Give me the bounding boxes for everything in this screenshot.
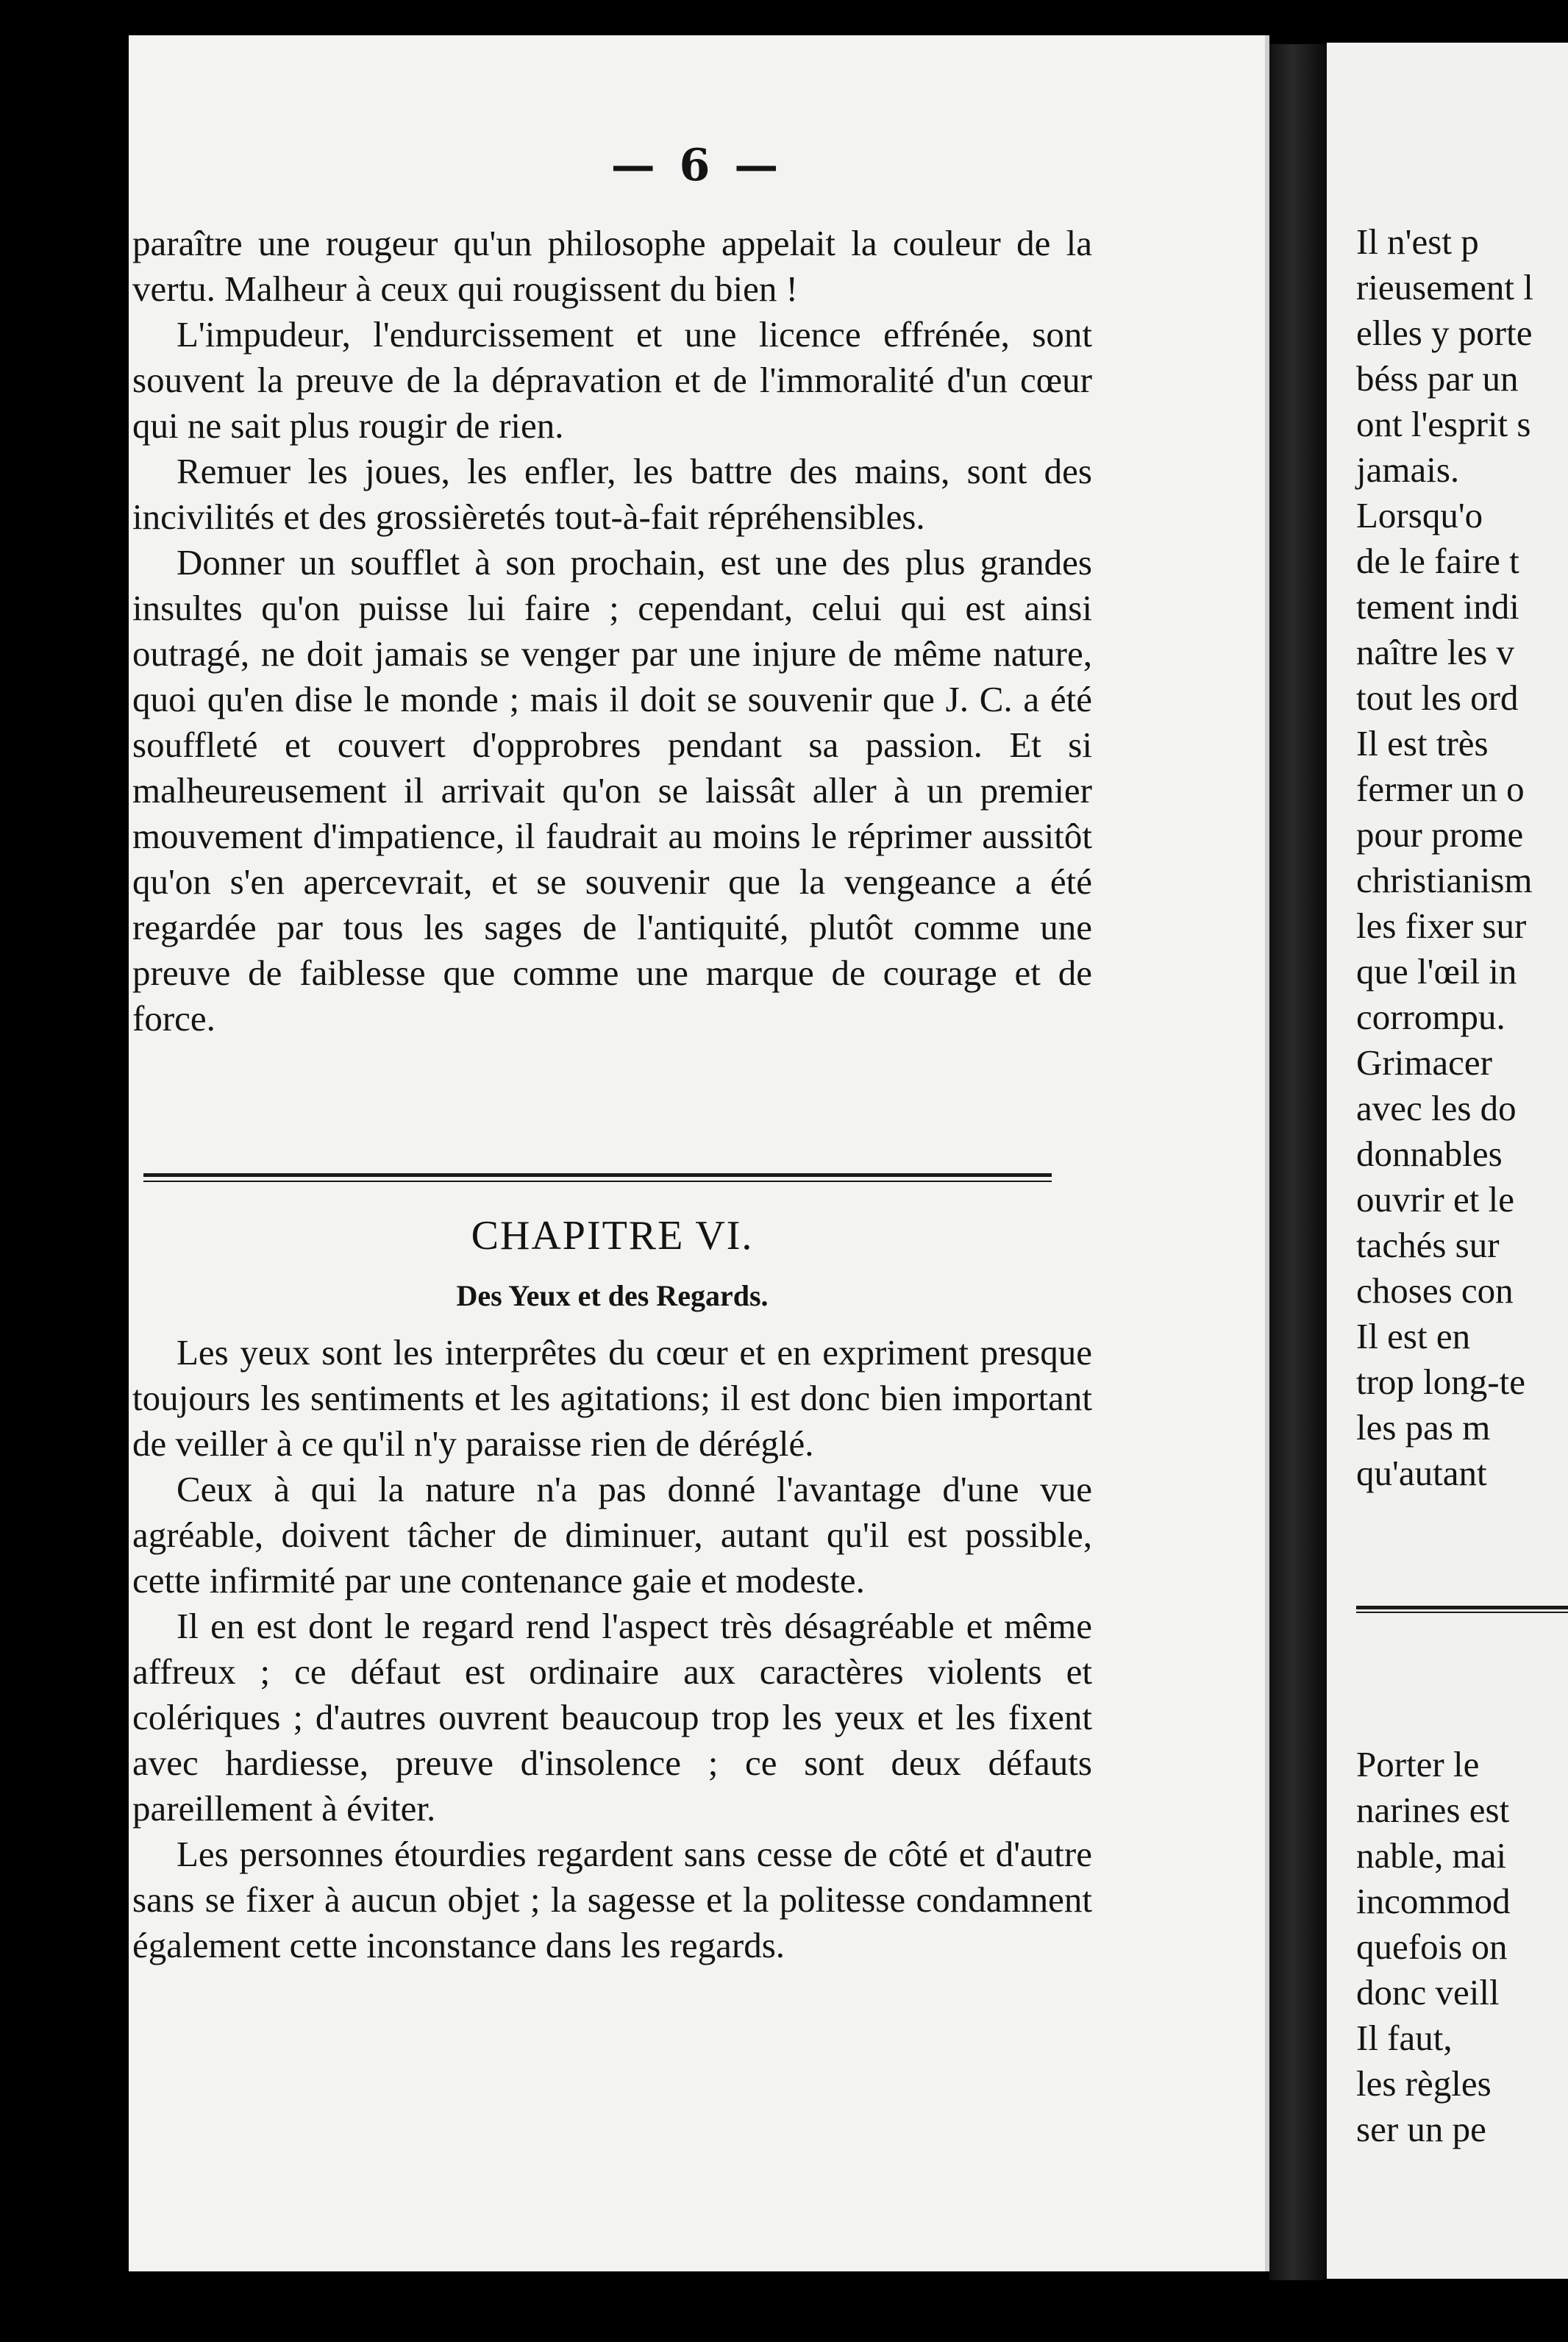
text-line: Il n'est p (1356, 221, 1479, 262)
text-line: ouvrir et le (1356, 1179, 1514, 1220)
text-line: jamais. (1356, 449, 1460, 490)
text-line: Il est en (1356, 1316, 1471, 1356)
text-line: les fixer sur (1356, 905, 1527, 946)
text-line: trop long-te (1356, 1362, 1525, 1402)
text-line: tement indi (1356, 586, 1519, 627)
chapter-divider (143, 1173, 1052, 1182)
right-page-text-bottom (1356, 1742, 1568, 2152)
text-line: choses con (1356, 1270, 1514, 1311)
text-line: qu'autant (1356, 1453, 1487, 1493)
paragraph: Remuer les joues, les enfler, les battre des mains, sont des incivilités et des grossièretés tout-à-fait répréhensibles. (132, 451, 1092, 537)
text-line: donnables (1356, 1133, 1503, 1174)
paragraph: Il en est dont le regard rend l'aspect très désagréable et même affreux ; ce défaut est ordinaire aux caractères violents et colériques ; d'autres ouvrent beaucoup trop les yeux et les fixent avec hardiesse, preuve d'insolence ; ce sont deux défauts pareillement à éviter. (132, 1606, 1092, 1829)
paragraph: Donner un soufflet à son prochain, est une des plus grandes insultes qu'on puisse lui faire ; cependant, celui qui est ainsi outragé, ne doit jamais se venger par une injure de même nature, quoi qu'en dise le monde ; mais il doit se souvenir que J. C. a été souffleté et couvert d'opprobres pendant sa passion. Et si malheureusement il arrivait qu'on se laissât aller à un premier mouvement d'impatience, il faudrait au moins le réprimer aussitôt qu'on s'en apercevrait, et se souvenir que la vengeance a été regardée par tous les sages de l'antiquité, plutôt comme une preuve de faiblesse que comme une marque de courage et de force. (132, 542, 1092, 1039)
text-line: rieusement l (1356, 267, 1533, 307)
text-line: Grimacer (1356, 1042, 1492, 1083)
page-number: — 6 — (610, 140, 783, 191)
text-line: ser un pe (1356, 2109, 1486, 2149)
text-line: que l'œil in (1356, 951, 1517, 992)
paragraph: Ceux à qui la nature n'a pas donné l'avantage d'une vue agréable, doivent tâcher de diminuer, autant qu'il est possible, cette infirmité par une contenance gaie et modeste. (132, 1469, 1092, 1601)
text-line: naître les v (1356, 632, 1514, 672)
text-line: ont l'esprit s (1356, 404, 1531, 444)
paragraph: paraître une rougeur qu'un philosophe appelait la couleur de la vertu. Malheur à ceux qui rougissent du bien ! (132, 223, 1092, 309)
text-line: fermer un o (1356, 769, 1525, 809)
text-line: quefois on (1356, 1926, 1508, 1967)
text-line: narines est (1356, 1790, 1510, 1830)
chapter-subtitle: Des Yeux et des Regards. (456, 1279, 769, 1312)
text-line: avec les do (1356, 1088, 1517, 1128)
text-line: béss par un (1356, 358, 1519, 399)
text-line: Il est très (1356, 723, 1489, 764)
text-line: les pas m (1356, 1407, 1491, 1448)
text-line: tachés sur (1356, 1225, 1500, 1265)
text-line: pour prome (1356, 814, 1524, 855)
text-line: corrompu. (1356, 997, 1505, 1037)
right-page-divider (1356, 1606, 1568, 1613)
text-line: donc veill (1356, 1972, 1500, 2012)
text-line: elles y porte (1356, 313, 1533, 353)
text-line: nable, mai (1356, 1835, 1507, 1876)
body-text-top (132, 221, 1092, 1042)
text-line: Porter le (1356, 1744, 1480, 1784)
chapter-title: CHAPITRE VI. (471, 1213, 754, 1259)
text-line: les règles (1356, 2063, 1492, 2104)
text-line: Lorsqu'o (1356, 495, 1483, 535)
text-line: tout les ord (1356, 677, 1519, 718)
book-gutter (1269, 44, 1327, 2280)
right-page (1327, 43, 1568, 2279)
paragraph: Les yeux sont les interprêtes du cœur et en expriment presque toujours les sentiments et les agitations; il est donc bien important de veiller à ce qu'il n'y paraisse rien de déréglé. (132, 1332, 1092, 1464)
right-page-text-top (1356, 219, 1568, 1496)
body-text-chapter (132, 1330, 1092, 1968)
paragraph: L'impudeur, l'endurcissement et une licence effrénée, sont souvent la preuve de la dépravation et de l'immoralité d'un cœur qui ne sait plus rougir de rien. (132, 314, 1092, 446)
text-line: Il faut, (1356, 2018, 1453, 2058)
paragraph: Les personnes étourdies regardent sans cesse de côté et d'autre sans se fixer à aucun objet ; la sagesse et la politesse condamnent également cette inconstance dans les regards. (132, 1834, 1092, 1965)
text-line: de le faire t (1356, 541, 1519, 581)
text-line: incommod (1356, 1881, 1511, 1921)
text-line: christianism (1356, 860, 1533, 900)
